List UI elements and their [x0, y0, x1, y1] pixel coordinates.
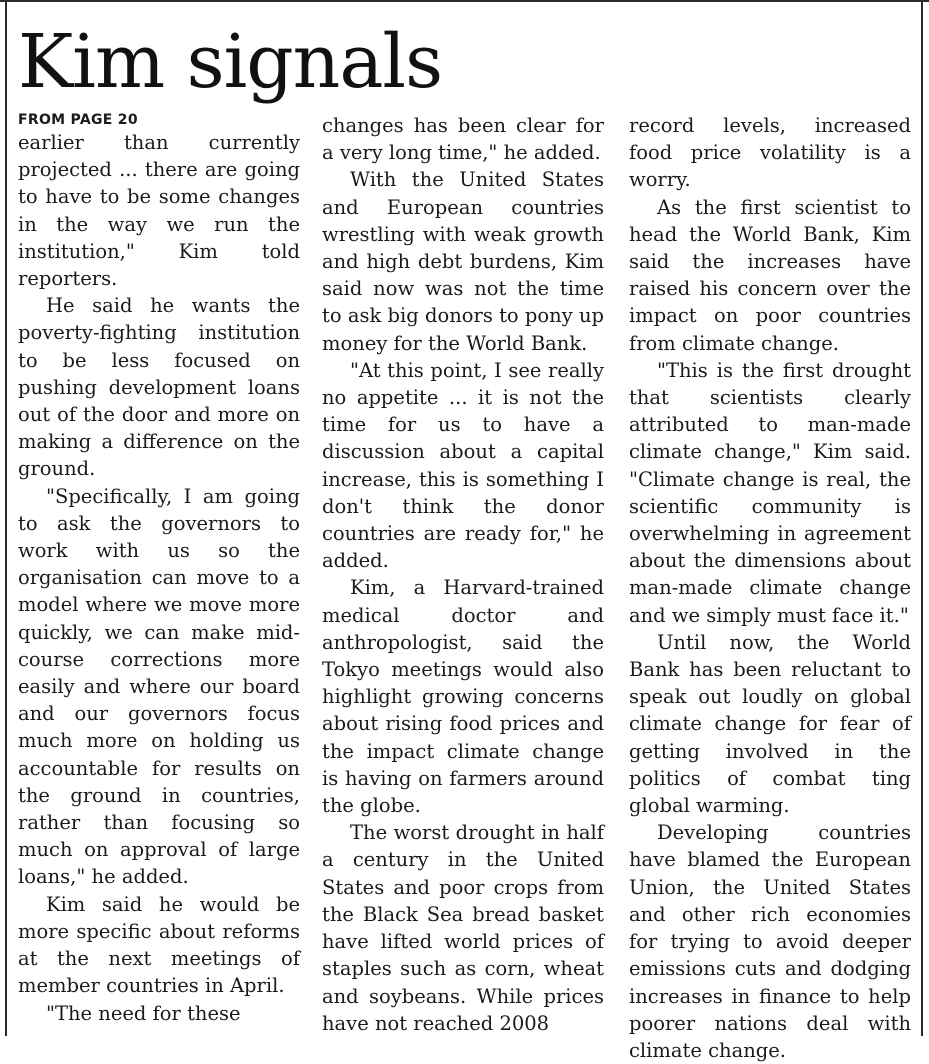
article-paragraph: Kim, a Harvard-trained medical doctor and anthropologist, said the Tokyo meetings would also highlight growing concerns about rising food prices and the impact climate change is having on farmers around the globe.: [322, 576, 604, 818]
article-column-3: [629, 112, 911, 1064]
article-paragraph: As the first scientist to head the World Bank, Kim said the increases have raised his concern over the impact on poor countries from climate change.: [629, 195, 911, 355]
article-paragraph: changes has been clear for a very long time," he added.: [322, 114, 604, 165]
article-column-1: [18, 112, 300, 1027]
article-paragraph: With the United States and European countries wrestling with weak growth and high debt burdens, Kim said now was not the time to ask big donors to pony up money for the World Bank.: [322, 168, 604, 355]
article-paragraph: The worst drought in half a century in the United States and poor crops from the Black Sea bread basket have lifted world prices of staples such as corn, wheat and soybeans. While prices have not reached 2008: [322, 821, 604, 1035]
article-paragraph: "Specifically, I am going to ask the governors to work with us so the organisation can move to a model where we move more quickly, we can make mid-course corrections more easily and where our board and our governors focus much more on holding us accountable for results on the ground in countries, rather than focusing so much on approval of large loans," he added.: [18, 484, 300, 889]
right-column-rule: [921, 2, 923, 1036]
article-paragraph: He said he wants the poverty-fighting institution to be less focused on pushing development loans out of the door and more on making a difference on the ground.: [18, 294, 300, 481]
top-rule: [0, 0, 929, 2]
article-paragraph: earlier than currently projected ... there are going to have to be some changes in the way we run the institution," Kim told reporters.: [18, 131, 300, 291]
article-paragraph: "The need for these: [46, 1001, 241, 1025]
article-column-2: [322, 112, 604, 1037]
article-paragraph: "At this point, I see really no appetite ... it is not the time for us to have a discussion about a capital increase, this is something I don't think the donor countries are ready for," he added.: [322, 358, 604, 573]
article-paragraph: record levels, increased food price volatility is a worry.: [629, 114, 911, 192]
headline: Kim signals: [18, 19, 443, 105]
article-paragraph: Developing countries have blamed the European Union, the United States and other rich economies for trying to avoid deeper emissions cuts and dodging increases in finance to help poorer nations deal with climate change.: [629, 821, 911, 1062]
dateline: FROM PAGE 20: [18, 112, 138, 128]
article-paragraph: Until now, the World Bank has been reluctant to speak out loudly on global climate change for fear of getting involved in the politics of combat ting global warming.: [629, 630, 911, 818]
left-column-rule: [5, 2, 7, 1036]
article-paragraph: Kim said he would be more specific about reforms at the next meetings of member countries in April.: [18, 892, 300, 998]
article-paragraph: "This is the first drought that scientists clearly attributed to man-made climate change," Kim said. "Climate change is real, the scientific community is overwhelming in agreement about the dimensions about man-made climate change and we simply must face it.": [629, 358, 911, 627]
